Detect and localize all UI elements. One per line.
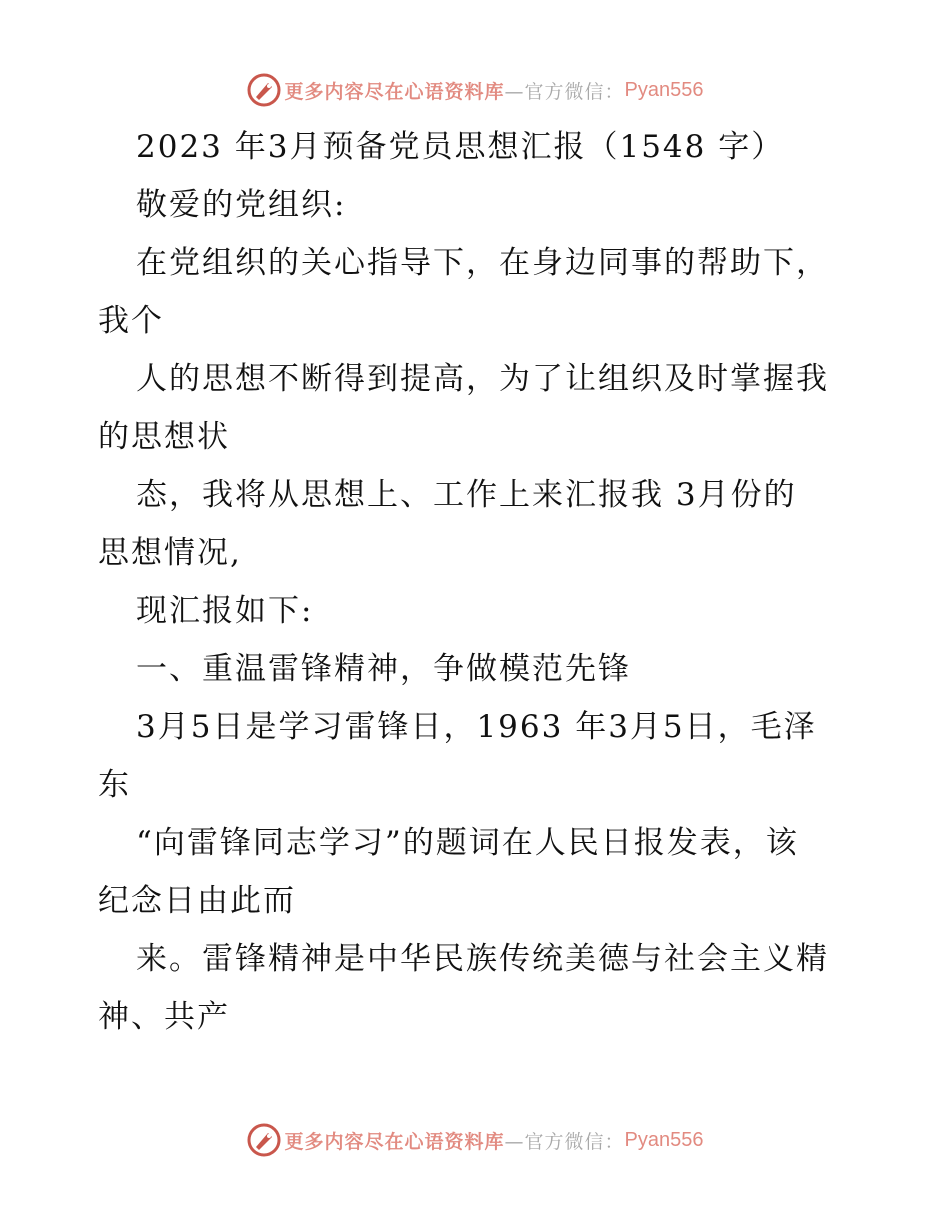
watermark-wechat-label: —官方微信： — [504, 1130, 625, 1153]
body-line: 东 — [98, 767, 131, 803]
document-title: 2023 年3月预备党员思想汇报（1548 字） — [136, 129, 785, 165]
watermark-text: 更多内容尽在心语资料库 — [284, 80, 505, 103]
body-line: 思想情况, — [98, 535, 242, 571]
body-line: 3月5日是学习雷锋日，1963 年3月5日，毛泽 — [136, 709, 817, 745]
body-line: 纪念日由此而 — [98, 883, 296, 919]
body-line: “向雷锋同志学习”的题词在人民日报发表，该 — [136, 825, 799, 861]
body-line: 来。雷锋精神是中华民族传统美德与社会主义精 — [136, 941, 829, 977]
watermark-wechat-label: —官方微信： — [504, 80, 625, 103]
pen-nib-logo-icon — [247, 73, 281, 107]
salutation: 敬爱的党组织: — [136, 187, 347, 223]
body-line: 在党组织的关心指导下，在身边同事的帮助下， — [136, 245, 829, 281]
section-heading: 一、重温雷锋精神，争做模范先锋 — [136, 651, 631, 687]
body-line: 神、共产 — [98, 999, 230, 1035]
body-line: 现汇报如下: — [136, 593, 314, 629]
pen-nib-logo-icon — [247, 1123, 281, 1157]
watermark-wechat-id: Pyan556 — [624, 78, 704, 101]
body-line: 我个 — [98, 303, 164, 339]
watermark-text: 更多内容尽在心语资料库 — [284, 1130, 505, 1153]
footer-watermark — [0, 1120, 950, 1160]
document-body — [98, 118, 858, 1046]
body-line: 态，我将从思想上、工作上来汇报我 3月份的 — [136, 477, 797, 513]
body-line: 的思想状 — [98, 419, 230, 455]
header-watermark — [0, 70, 950, 110]
watermark-wechat-id: Pyan556 — [624, 1128, 704, 1151]
body-line: 人的思想不断得到提高，为了让组织及时掌握我 — [136, 361, 829, 397]
